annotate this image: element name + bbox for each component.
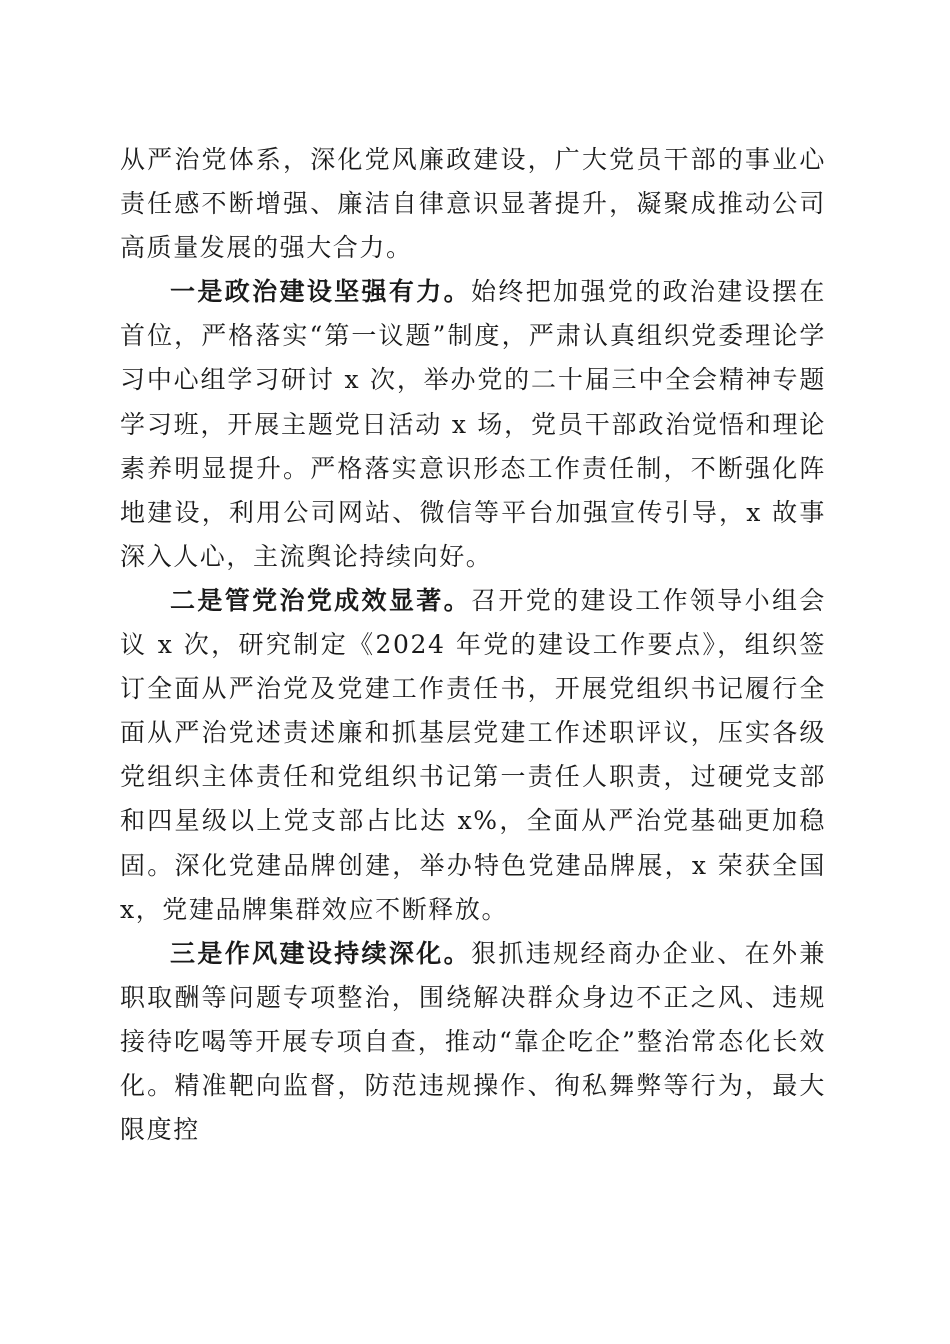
- paragraph-text: 始终把加强党的政治建设摆在首位，严格落实“第一议题”制度，严肃认真组织党委理论学习中心组学习研讨 x 次，举办党的二十届三中全会精神专题学习班，开展主题党日活动 x 场，党员干部政治觉悟和理论素养明显提升。严格落实意识形态工作责任制，不断强化阵地建设，利用公司网站、微信等平台加强宣传引导，x 故事深入人心，主流舆论持续向好。: [120, 277, 826, 571]
- paragraph-text: 狠抓违规经商办企业、在外兼职取酬等问题专项整治，围绕解决群众身边不正之风、违规接待吃喝等开展专项自查，推动“靠企吃企”整治常态化长效化。精准靶向监督，防范违规操作、徇私舞弊等行为，最大限度控: [120, 938, 826, 1145]
- paragraph-intro: [120, 138, 826, 270]
- paragraph-lead: 一是政治建设坚强有力。: [170, 277, 472, 307]
- paragraph-political-building: [120, 270, 826, 579]
- paragraph-party-governance: [120, 579, 826, 932]
- paragraph-text: 从严治党体系，深化党风廉政建设，广大党员干部的事业心责任感不断增强、廉洁自律意识显著提升，凝聚成推动公司高质量发展的强大合力。: [120, 145, 826, 263]
- paragraph-text: 召开党的建设工作领导小组会议 x 次，研究制定《2024 年党的建设工作要点》，组织签订全面从严治党及党建工作责任书，开展党组织书记履行全面从严治党述责述廉和抓基层党建工作述职评议，压实各级党组织主体责任和党组织书记第一责任人职责，过硬党支部和四星级以上党支部占比达 x%，全面从严治党基础更加稳固。深化党建品牌创建，举办特色党建品牌展，x 荣获全国 x，党建品牌集群效应不断释放。: [120, 585, 826, 924]
- paragraph-work-style: [120, 932, 826, 1152]
- paragraph-lead: 二是管党治党成效显著。: [170, 585, 472, 615]
- paragraph-lead: 三是作风建设持续深化。: [170, 938, 472, 968]
- document-body: [120, 138, 826, 1152]
